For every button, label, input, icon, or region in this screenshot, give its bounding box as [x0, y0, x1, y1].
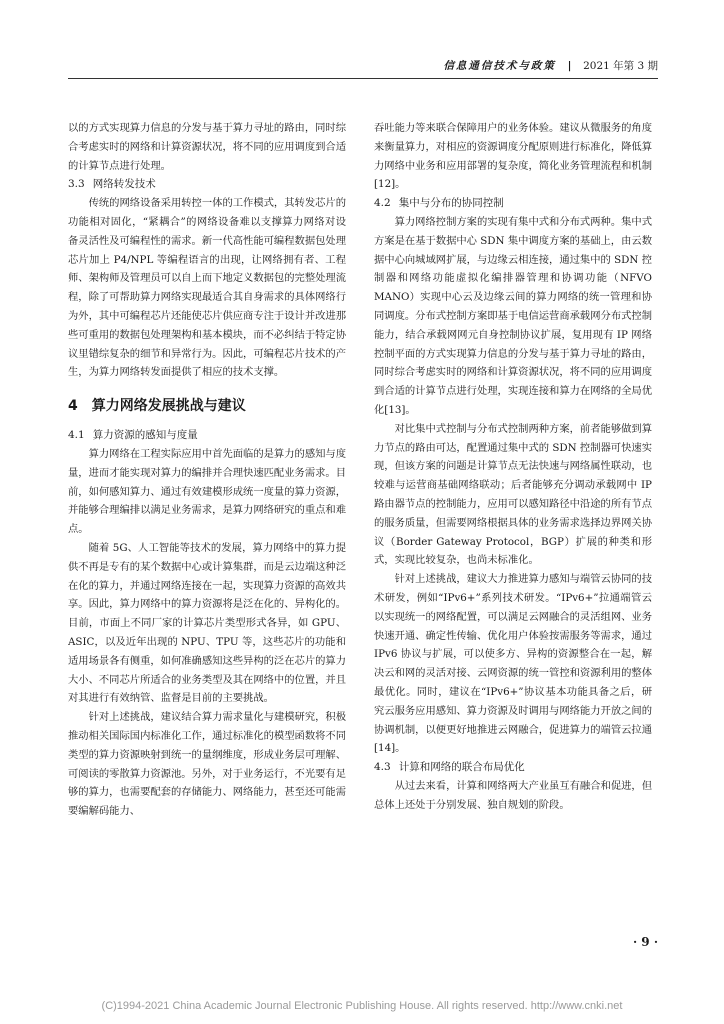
paragraph: 随着 5G、人工智能等技术的发展，算力网络中的算力提供不再是专有的某个数据中心或计算集群，而是云边端这种泛在化的算力，并通过网络连接在一起，实现算力资源的高效共享。因此，算力网络中的算力资源将是泛在化的、异构化的。目前，市面上不同厂家的计算芯片类型形式各异，如 GPU、ASIC，以及近年出现的 NPU、TPU 等，这些芯片的功能和适用场景各有侧重，如何准确感知这些异构的泛在芯片的算力大小、不同芯片所适合的业务类型及其在网络中的位置，并且对其进行有效纳管、监督是目前的主要挑战。 — [68, 541, 346, 705]
section-title: 算力资源的感知与度量 — [92, 429, 198, 442]
section-number: 4 — [68, 398, 78, 415]
section-number: 3.3 — [68, 178, 85, 191]
section-heading-4 — [68, 396, 346, 416]
copyright-footer: (C)1994-2021 China Academic Journal Electronic Publishing House. All rights reserved. http://www.cnki.net — [101, 1000, 623, 1012]
section-title: 集中与分布的协同控制 — [398, 197, 504, 210]
left-column — [68, 119, 346, 889]
section-heading-3-3 — [68, 175, 346, 194]
section-heading-4-2 — [374, 194, 652, 213]
paragraph: 以的方式实现算力信息的分发与基于算力寻址的路由，同时综合考虑实时的网络和计算资源状况，将不同的应用调度到合适的计算节点进行处理。 — [68, 122, 346, 172]
paragraph: 从过去来看，计算和网络两大产业虽互有融合和促进，但总体上还处于分别发展、独自规划的阶段。 — [374, 779, 652, 811]
running-header — [382, 58, 658, 74]
paragraph: 传统的网络设备采用转控一体的工作模式，其转发芯片的功能相对固化，“紧耦合”的网络设备难以支撑算力网络对设备灵活性及可编程性的需求。新一代高性能可编程数据包处理芯片加上 P4/NPL 等编程语言的出现，让网络拥有者、工程师、架构师及管理员可以自上而下地定义数据包的完整处理流程，除了可帮助算力网络实现最适合其自身需求的具体网络行为外，其中可编程芯片还能使芯片供应商专注于设计并改进那些可重用的数据包处理架构和基本模块，而不必纠结于特定协议里错综复杂的细节和异常行为。因此，可编程芯片技术的产生，为算力网络转发面提供了相应的技术支撑。 — [68, 197, 346, 379]
issue-label: 2021 年第 3 期 — [583, 60, 658, 72]
paragraph: 吞吐能力等来联合保障用户的业务体验。建议从微服务的角度来衡量算力，对相应的资源调度分配原则进行标准化，降低算力网络中业务和应用部署的复杂度，简化业务管理流程和机制[12]。 — [374, 122, 652, 191]
section-heading-4-3 — [374, 758, 652, 777]
paragraph: 算力网络控制方案的实现有集中式和分布式两种。集中式方案是在基于数据中心 SDN 集中调度方案的基础上，由云数据中心向城域网扩展，与边缘云相连接，通过集中的 SDN 控制器和网络功能虚拟化编排器管理和协调功能（NFVO MANO）实现中心云及边缘云间的算力网络的统一管理和协同调度。分布式控制方案即基于电信运营商承载网分布式控制能力，结合承载网网元自身控制协议扩展，复用现有 IP 网络控制平面的方式实现算力信息的分发与基于算力寻址的路由，同时综合考虑实时的网络和计算资源状况，将不同的应用调度到合适的计算节点进行处理，实现连接和算力在网络的全局优化[13]。 — [374, 215, 652, 416]
section-title: 算力网络发展挑战与建议 — [91, 398, 246, 415]
section-number: 4.2 — [374, 197, 391, 210]
header-separator: | — [567, 60, 572, 72]
section-title: 网络转发技术 — [92, 178, 156, 191]
right-column — [374, 119, 652, 889]
paragraph: 算力网络在工程实际应用中首先面临的是算力的感知与度量，进而才能实现对算力的编排并合理快速匹配业务需求。目前，如何感知算力、通过有效建模形成统一度量的算力资源，并能够合理编排以满足业务需求，是算力网络研究的重点和难点。 — [68, 447, 346, 536]
paragraph: 针对上述挑战，建议结合算力需求量化与建模研究，积极推动相关国际国内标准化工作，通过标准化的模型函数将不同类型的算力资源映射到统一的量纲维度，形成业务层可理解、可阅读的零散算力资源池。另外，对于业务运行，不光要有足够的算力，也需要配套的存储能力、网络能力，甚至还可能需要编解码能力、 — [68, 711, 346, 818]
section-heading-4-1 — [68, 426, 346, 445]
section-number: 4.3 — [374, 761, 391, 774]
journal-name: 信息通信技术与政策 — [443, 60, 556, 72]
page-number: · 9 · — [632, 935, 658, 949]
section-number: 4.1 — [68, 429, 85, 442]
paragraph: 针对上述挑战，建议大力推进算力感知与端管云协同的技术研发，例如“IPv6+”系列技术研发。“IPv6+”拉通端管云以实现统一的网络配置，可以满足云网融合的灵活组网、业务快速开通、确定性传输、优化用户体验按需服务等需求，通过 IPv6 协议与扩展，可以使多方、异构的资源整合在一起，解决云和网的灵活对接、云网资源的统一管控和资源利用的整体最优化。同时，建议在“IPv6+”协议基本功能具备之后，研究云服务应用感知、算力资源及时调用与网络能力开放之间的协调机制，以便更好地推进云网融合，促进算力的端管云拉通[14]。 — [374, 573, 652, 755]
paragraph: 对比集中式控制与分布式控制两种方案，前者能够做到算力节点的路由可达，配置通过集中式的 SDN 控制器可快速实现，但该方案的问题是计算节点无法快速与网络属性联动，也较难与运营商基础网络联动；后者能够充分调动承载网中 IP 路由器节点的控制能力，应用可以感知路径中沿途的所有节点的服务质量，但需要网络根据具体的业务需求选择边界网关协议（Border Gateway Protocol，BGP）扩展的种类和形式，实现比较复杂，也尚未标准化。 — [374, 422, 652, 567]
header-rule — [68, 78, 658, 79]
section-title: 计算和网络的联合布局优化 — [398, 761, 525, 774]
